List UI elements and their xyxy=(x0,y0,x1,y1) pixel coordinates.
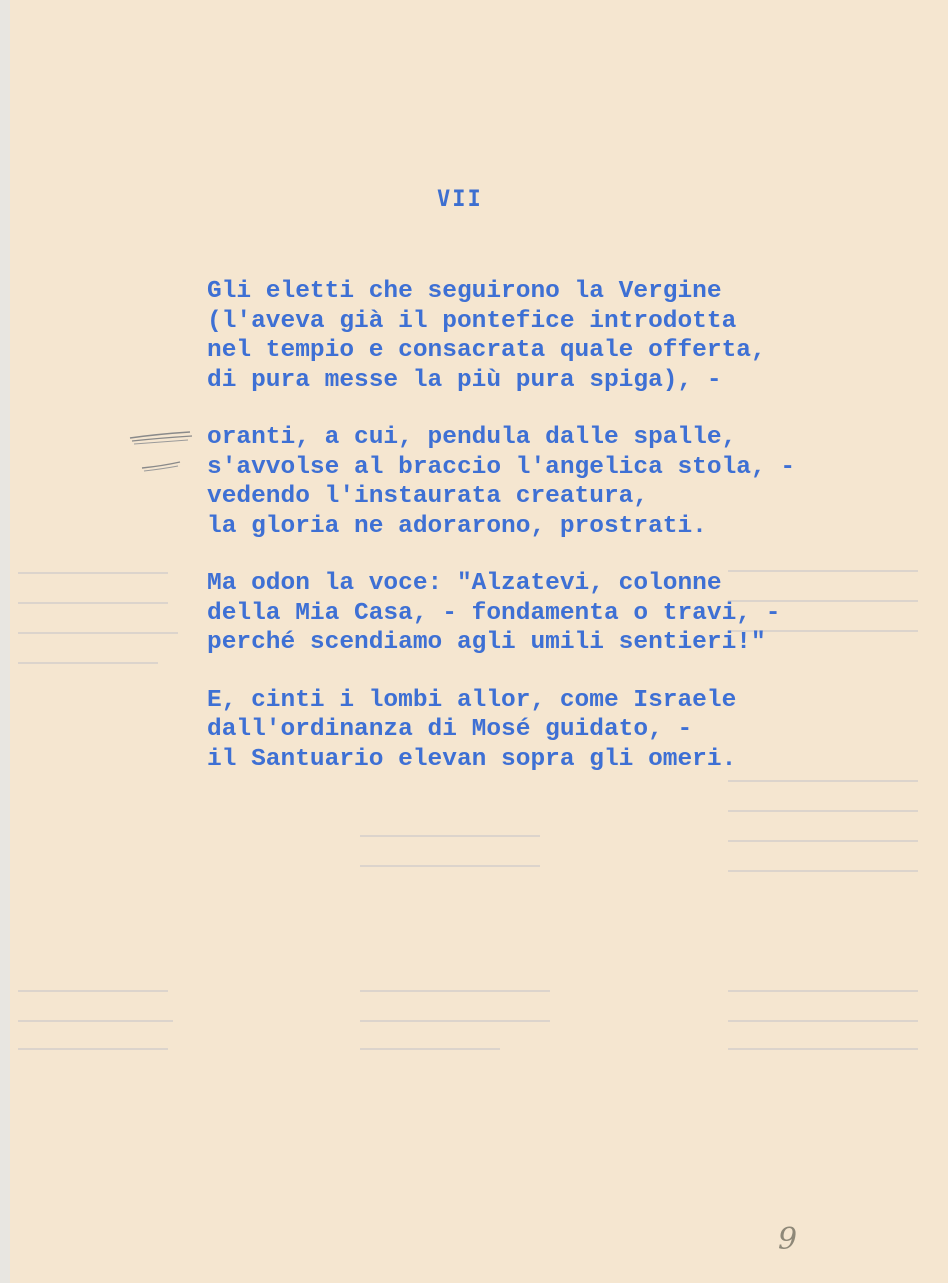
show-through-line xyxy=(360,865,540,867)
page-edge xyxy=(0,0,10,1283)
show-through-line xyxy=(18,1020,173,1022)
show-through-line xyxy=(728,1020,918,1022)
show-through-line xyxy=(18,572,168,574)
show-through-line xyxy=(18,1048,168,1050)
poem-line: oranti, a cui, pendula dalle spalle, xyxy=(207,424,737,451)
poem-line: di pura messe la più pura spiga), - xyxy=(207,366,722,394)
pencil-annotation-icon xyxy=(128,428,198,476)
show-through-line xyxy=(360,990,550,992)
stanza xyxy=(207,569,795,658)
show-through-line xyxy=(360,1020,550,1022)
poem-line: s'avvolse al braccio l'angelica stola, - xyxy=(207,453,796,481)
poem-line: vedendo l'instaurata creatura, xyxy=(207,483,649,510)
poem-line: la gloria ne adorarono, prostrati. xyxy=(207,512,707,540)
show-through-line xyxy=(728,990,918,992)
stanza xyxy=(207,423,795,541)
poem-line: perché scendiamo agli umili sentieri!" xyxy=(207,629,766,656)
show-through-line xyxy=(728,1048,918,1050)
poem-line: E, cinti i lombi allor, come Israele xyxy=(207,686,737,714)
poem-line: Ma odon la voce: "Alzatevi, colonne xyxy=(207,570,722,597)
show-through-line xyxy=(18,602,168,604)
show-through-line xyxy=(728,810,918,812)
poem xyxy=(207,277,795,802)
poem-line: (l'aveva già il pontefice introdotta xyxy=(207,307,737,335)
page-number: 9 xyxy=(778,1222,798,1257)
poem-line: dall'ordinanza di Mosé guidato, - xyxy=(207,716,693,743)
show-through-line xyxy=(18,662,158,664)
show-through-line xyxy=(728,840,918,842)
stanza xyxy=(207,277,795,395)
section-number: VII xyxy=(437,187,483,212)
show-through-line xyxy=(728,870,918,872)
show-through-line xyxy=(18,632,178,634)
stanza xyxy=(207,686,795,775)
poem-line: il Santuario elevan sopra gli omeri. xyxy=(207,745,737,773)
poem-line: Gli eletti che seguirono la Vergine xyxy=(207,278,722,305)
show-through-line xyxy=(360,1048,500,1050)
poem-line: nel tempio e consacrata quale offerta, xyxy=(207,337,766,364)
show-through-line xyxy=(18,990,168,992)
poem-line: della Mia Casa, - fondamenta o travi, - xyxy=(207,599,781,627)
show-through-line xyxy=(360,835,540,837)
